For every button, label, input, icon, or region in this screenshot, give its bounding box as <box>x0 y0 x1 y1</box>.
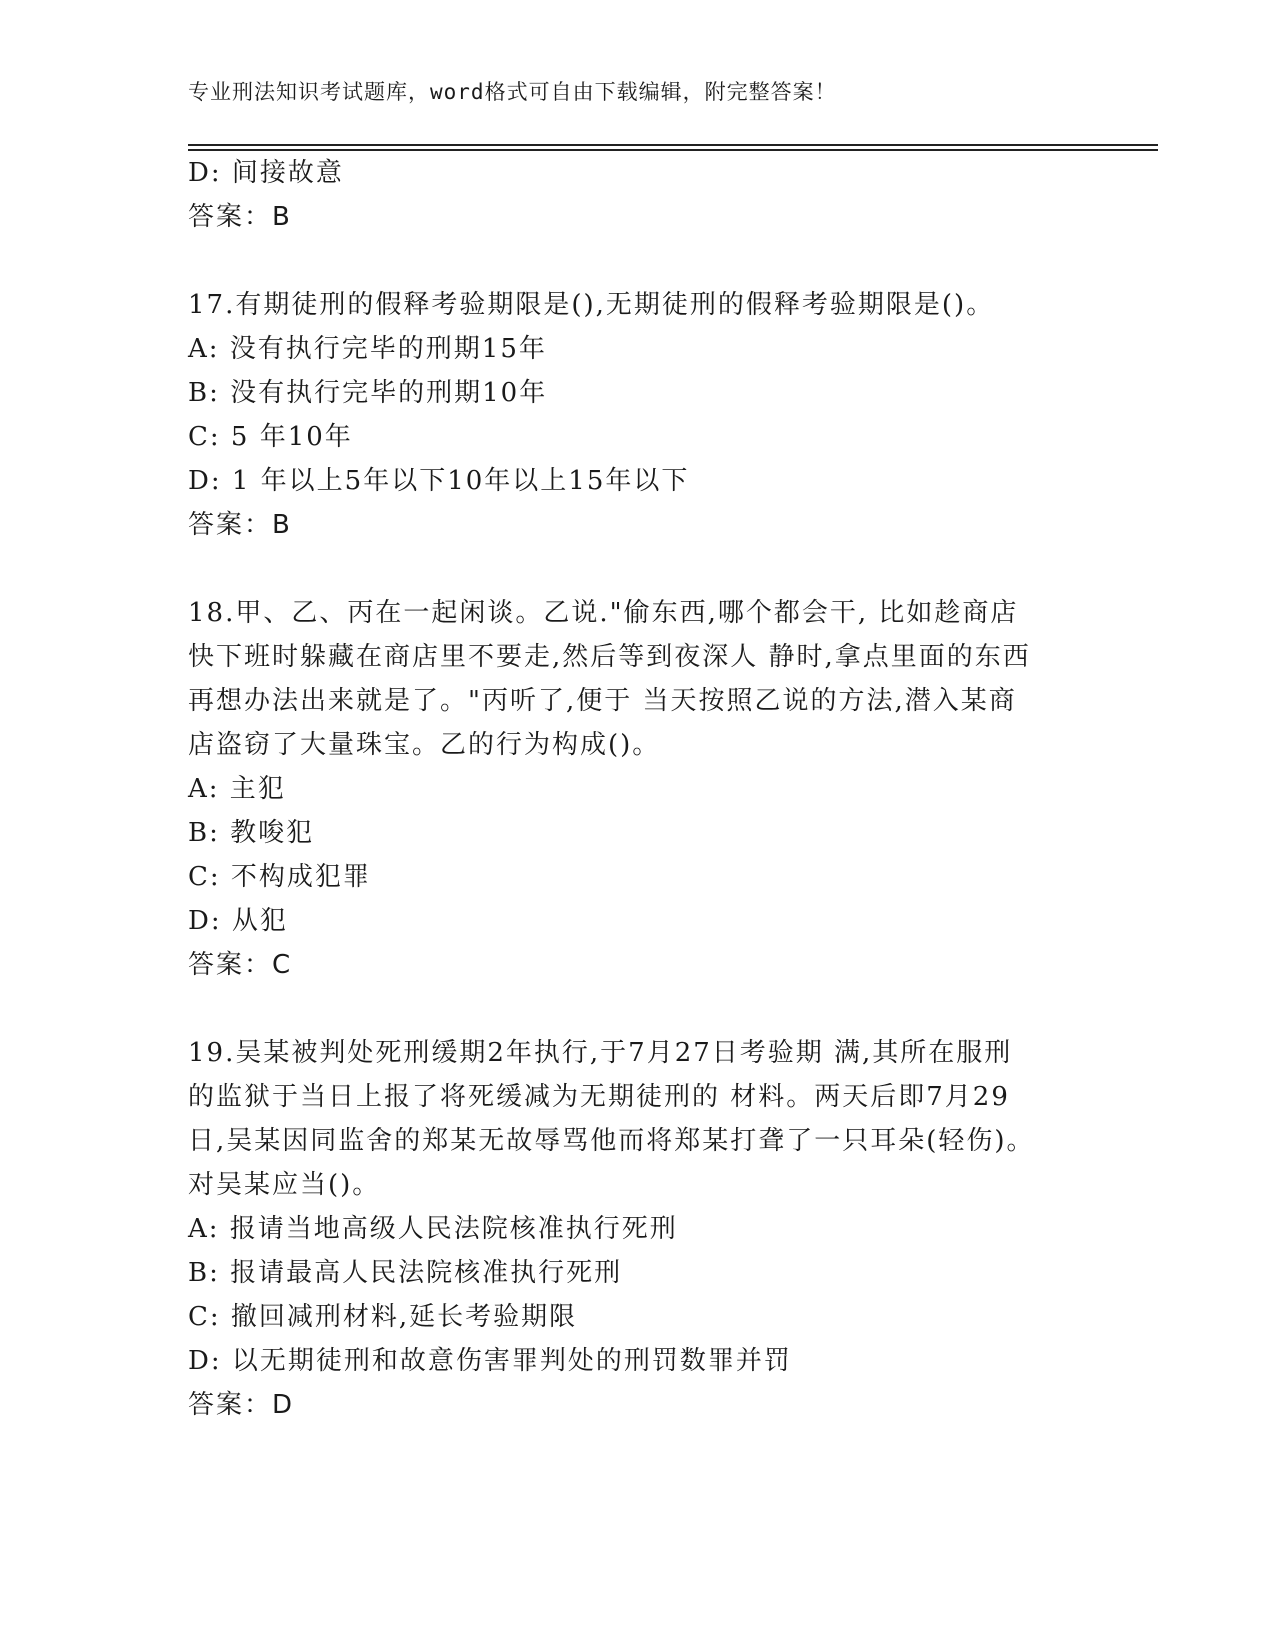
header-rule-top <box>188 144 1158 146</box>
q18-stem-line: 再想办法出来就是了。"丙听了,便于 当天按照乙说的方法,潜入某商 <box>188 686 1017 716</box>
q17-option-b: B: 没有执行完毕的刑期10年 <box>188 378 548 408</box>
q18-option-c: C: 不构成犯罪 <box>188 862 371 892</box>
q19-option-a: A: 报请当地高级人民法院核准执行死刑 <box>188 1214 678 1244</box>
q17-option-c: C: 5 年10年 <box>188 422 353 452</box>
q18-stem-line: 快下班时躲藏在商店里不要走,然后等到夜深人 静时,拿点里面的东西 <box>188 642 1031 672</box>
header-rule-bottom <box>188 149 1158 151</box>
q18-option-b: B: 教唆犯 <box>188 818 315 848</box>
q19-option-c: C: 撤回减刑材料,延长考验期限 <box>188 1302 578 1332</box>
q17-stem-line: 17.有期徒刑的假释考验期限是(),无期徒刑的假释考验期限是()。 <box>188 290 995 320</box>
q19-answer: 答案：D <box>188 1390 295 1420</box>
q17-option-a: A: 没有执行完毕的刑期15年 <box>188 334 547 364</box>
q18-answer: 答案：C <box>188 950 293 980</box>
q19-stem-line: 日,吴某因同监舍的郑某无故辱骂他而将郑某打聋了一只耳朵(轻伤)。 <box>188 1126 1035 1156</box>
q17-option-d: D: 1 年以上5年以下10年以上15年以下 <box>188 466 690 496</box>
q17-answer: 答案：B <box>188 510 292 540</box>
q18-option-a: A: 主犯 <box>188 774 286 804</box>
q18-stem-line: 店盗窃了大量珠宝。乙的行为构成()。 <box>188 730 661 760</box>
q16-option-d: D: 间接故意 <box>188 158 344 188</box>
q18-stem-line: 18.甲、乙、丙在一起闲谈。乙说."偷东西,哪个都会干, 比如趁商店 <box>188 598 1019 628</box>
q19-stem-line: 19.吴某被判处死刑缓期2年执行,于7月27日考验期 满,其所在服刑 <box>188 1038 1013 1068</box>
page-header: 专业刑法知识考试题库，word格式可自由下载编辑，附完整答案！ <box>188 80 837 104</box>
q19-stem-line: 的监狱于当日上报了将死缓减为无期徒刑的 材料。两天后即7月29 <box>188 1082 1010 1112</box>
q19-stem-line: 对吴某应当()。 <box>188 1170 381 1200</box>
q16-answer: 答案：B <box>188 202 292 232</box>
q19-option-b: B: 报请最高人民法院核准执行死刑 <box>188 1258 623 1288</box>
q18-option-d: D: 从犯 <box>188 906 288 936</box>
q19-option-d: D: 以无期徒刑和故意伤害罪判处的刑罚数罪并罚 <box>188 1346 792 1376</box>
